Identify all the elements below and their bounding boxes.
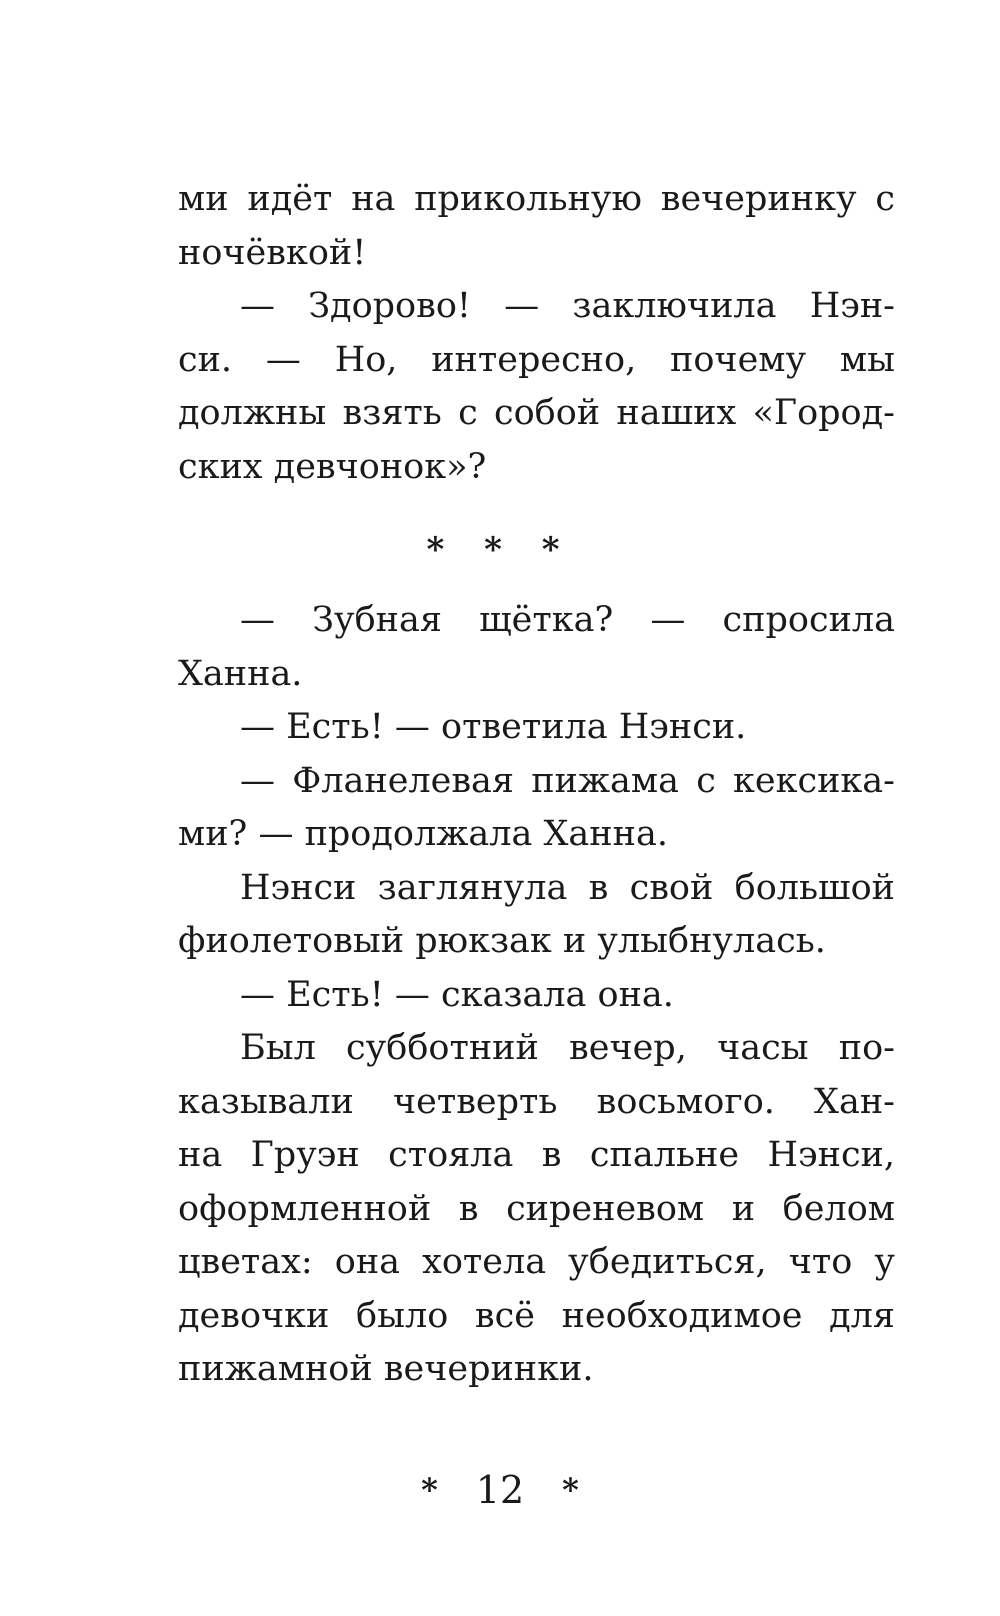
text-line: Ханна. (178, 653, 303, 694)
text-line: на Груэн стояла в спальне Нэнси, (178, 1135, 895, 1175)
text-line: си. — Но, интересно, почему мы (178, 339, 895, 380)
footer-star-left: * (421, 1471, 438, 1509)
text-line: казывали четверть восьмого. Хан- (178, 1081, 895, 1122)
text-line: должны взять с собой наших «Город- (178, 393, 895, 433)
text-line: ских девчонок»? (178, 446, 487, 487)
section-separator: * * * (426, 530, 574, 570)
footer-star-right: * (562, 1471, 579, 1509)
text-line: — Зубная щётка? — спросила (240, 600, 895, 640)
text-block-top (178, 173, 895, 494)
text-line: — Есть! — ответила Нэнси. (240, 707, 747, 747)
text-line: Был субботний вечер, часы по- (240, 1028, 895, 1068)
text-line: ми идёт на прикольную вечеринку с (178, 179, 895, 219)
text-line: Нэнси заглянула в свой большой (240, 867, 895, 908)
text-line: цветах: она хотела убедиться, что у (178, 1242, 895, 1282)
text-line: пижамной вечеринки. (178, 1349, 594, 1389)
text-line: — Здорово! — заключила Нэн- (240, 286, 895, 326)
text-line: девочки было всё необходимое для (178, 1295, 895, 1336)
text-line: ми? — продолжала Ханна. (178, 814, 668, 854)
text-line: оформленной в сиреневом и белом (178, 1188, 895, 1229)
page-footer (0, 1460, 1000, 1520)
text-line: ночёвкой! (178, 232, 367, 273)
text-line: фиолетовый рюкзак и улыбнулась. (178, 921, 826, 961)
text-line: — Фланелевая пижама с кексика- (240, 760, 895, 801)
page-number: 12 (475, 1468, 525, 1512)
text-block-bottom (178, 594, 895, 1397)
text-line: — Есть! — сказала она. (240, 974, 674, 1015)
